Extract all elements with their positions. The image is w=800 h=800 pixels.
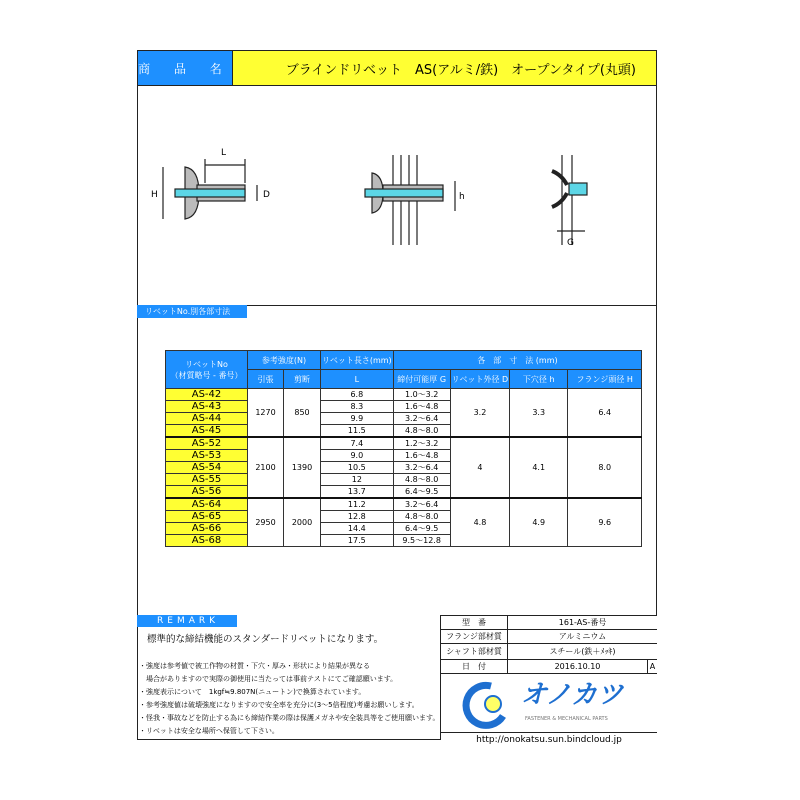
revision: A xyxy=(647,660,657,673)
col-H: フランジ頭径 H xyxy=(568,370,642,389)
col-L: L xyxy=(321,370,394,389)
remark-notes xyxy=(139,660,439,738)
rivet-side-view xyxy=(163,159,257,219)
rivet-no-cell: AS-42 xyxy=(166,389,248,401)
col-tension: 引張 xyxy=(248,370,284,389)
logo-text: オノカツ xyxy=(521,680,624,710)
dim-H: H xyxy=(151,190,158,200)
note: ・強度は参考値で被工作物の材質・下穴・厚み・形状により結果が異なる xyxy=(139,662,370,670)
shear-cell: 1390 xyxy=(284,437,321,498)
rivet-no-cell: AS-54 xyxy=(166,462,248,474)
shaft-label: シャフト部材質 xyxy=(441,644,508,659)
product-name-label: 商 品 名 xyxy=(137,50,233,86)
table-row xyxy=(166,437,642,450)
hole-cell: 4.9 xyxy=(510,498,568,547)
flange-cell: 9.6 xyxy=(568,498,642,547)
grip-range-cell: 9.5～12.8 xyxy=(393,535,450,547)
grip-range-cell: 1.2～3.2 xyxy=(393,437,450,450)
length-cell: 14.4 xyxy=(321,523,394,535)
logo-subtitle: FASTENER & MECHANICAL PARTS xyxy=(525,716,608,722)
info-table xyxy=(440,615,657,745)
rivet-no-cell: AS-53 xyxy=(166,450,248,462)
grip-range-cell: 3.2～6.4 xyxy=(393,413,450,425)
rivet-drawings xyxy=(137,85,657,306)
col-D: リベット外径 D xyxy=(450,370,510,389)
col-rivet-no-sub: （材質略号 - 番号） xyxy=(170,370,243,380)
rivet-no-cell: AS-44 xyxy=(166,413,248,425)
product-title: ブラインドリベット AS(アルミ/鉄) オープンタイプ(丸頭) xyxy=(232,50,657,86)
rivet-no-cell: AS-45 xyxy=(166,425,248,438)
col-length: リベット長さ(mm) xyxy=(321,351,394,370)
rivet-diagram xyxy=(137,85,657,306)
length-cell: 8.3 xyxy=(321,401,394,413)
length-cell: 13.7 xyxy=(321,486,394,499)
note: 場合がありますので実際の御使用に当たっては事前テストにてご確認願います。 xyxy=(139,675,398,683)
length-cell: 10.5 xyxy=(321,462,394,474)
rivet-set-view xyxy=(552,155,587,245)
rivet-no-cell: AS-68 xyxy=(166,535,248,547)
hole-cell: 3.3 xyxy=(510,389,568,438)
length-cell: 6.8 xyxy=(321,389,394,401)
length-cell: 11.5 xyxy=(321,425,394,438)
grip-range-cell: 6.4～9.5 xyxy=(393,523,450,535)
company-url[interactable]: http://onokatsu.sun.bindcloud.jp xyxy=(476,735,622,745)
table-row xyxy=(166,389,642,401)
tension-cell: 1270 xyxy=(248,389,284,438)
grip-range-cell: 1.6～4.8 xyxy=(393,401,450,413)
rivet-no-cell: AS-52 xyxy=(166,437,248,450)
note: ・参考強度値は破壊強度になりますので安全率を充分に(3～5倍程度)考慮お願いします。 xyxy=(139,701,419,709)
section-label: リベットNo.別各部寸法 xyxy=(137,305,247,318)
date-label: 日 付 xyxy=(441,660,508,673)
grip-range-cell: 3.2～6.4 xyxy=(393,462,450,474)
rivet-no-cell: AS-66 xyxy=(166,523,248,535)
rivet-no-cell: AS-65 xyxy=(166,511,248,523)
spec-table xyxy=(165,350,642,547)
grip-range-cell: 3.2～6.4 xyxy=(393,498,450,511)
diameter-cell: 4.8 xyxy=(450,498,510,547)
remark-main: 標準的な締結機能のスタンダードリベットになります。 xyxy=(147,634,384,645)
flange-label: フランジ部材質 xyxy=(441,630,508,643)
col-rivet-no xyxy=(166,351,248,389)
rivet-no-cell: AS-56 xyxy=(166,486,248,499)
dim-D: D xyxy=(263,190,270,200)
col-strength: 参考強度(N) xyxy=(248,351,321,370)
flange-cell: 8.0 xyxy=(568,437,642,498)
length-cell: 7.4 xyxy=(321,437,394,450)
tension-cell: 2100 xyxy=(248,437,284,498)
dim-L: L xyxy=(221,148,227,158)
model-label: 型 番 xyxy=(441,616,508,629)
note: ・強度表示について 1kgf≒9.807N(ニュートン)で換算されています。 xyxy=(139,688,366,696)
grip-range-cell: 4.8～8.0 xyxy=(393,425,450,438)
dim-G: G xyxy=(567,238,574,248)
length-cell: 11.2 xyxy=(321,498,394,511)
shear-cell: 2000 xyxy=(284,498,321,547)
diameter-cell: 3.2 xyxy=(450,389,510,438)
rivet-no-cell: AS-43 xyxy=(166,401,248,413)
hole-cell: 4.1 xyxy=(510,437,568,498)
length-cell: 17.5 xyxy=(321,535,394,547)
remark-label: REMARK xyxy=(137,615,237,627)
date-value: 2016.10.10 xyxy=(554,662,601,671)
grip-range-cell: 4.8～8.0 xyxy=(393,511,450,523)
col-shear: 剪断 xyxy=(284,370,321,389)
grip-range-cell: 4.8～8.0 xyxy=(393,474,450,486)
length-cell: 9.9 xyxy=(321,413,394,425)
table-row xyxy=(166,498,642,511)
grip-range-cell: 1.0～3.2 xyxy=(393,389,450,401)
length-cell: 12.8 xyxy=(321,511,394,523)
col-dims: 各 部 寸 法 (mm) xyxy=(393,351,642,370)
rivet-no-cell: AS-64 xyxy=(166,498,248,511)
company-logo xyxy=(441,674,657,733)
rivet-installed-view xyxy=(365,155,455,245)
length-cell: 9.0 xyxy=(321,450,394,462)
shaft-value: スチール(鉄＋ﾒｯｷ) xyxy=(549,647,616,656)
note: ・リベットは安全な場所へ保管して下さい。 xyxy=(139,727,279,735)
note: ・怪我・事故などを防止する為にも締結作業の際は保護メガネや安全装具等をご使用願います。 xyxy=(139,714,440,722)
tension-cell: 2950 xyxy=(248,498,284,547)
model-value: 161-AS-番号 xyxy=(558,618,607,627)
grip-range-cell: 6.4～9.5 xyxy=(393,486,450,499)
dim-h: h xyxy=(459,192,465,202)
flange-value: アルミニウム xyxy=(558,632,607,641)
shear-cell: 850 xyxy=(284,389,321,438)
flange-cell: 6.4 xyxy=(568,389,642,438)
diameter-cell: 4 xyxy=(450,437,510,498)
col-rivet-no-label: リベットNo xyxy=(185,359,228,369)
col-h: 下穴径 h xyxy=(510,370,568,389)
grip-range-cell: 1.6～4.8 xyxy=(393,450,450,462)
col-G: 締付可能厚 G xyxy=(393,370,450,389)
rivet-no-cell: AS-55 xyxy=(166,474,248,486)
length-cell: 12 xyxy=(321,474,394,486)
